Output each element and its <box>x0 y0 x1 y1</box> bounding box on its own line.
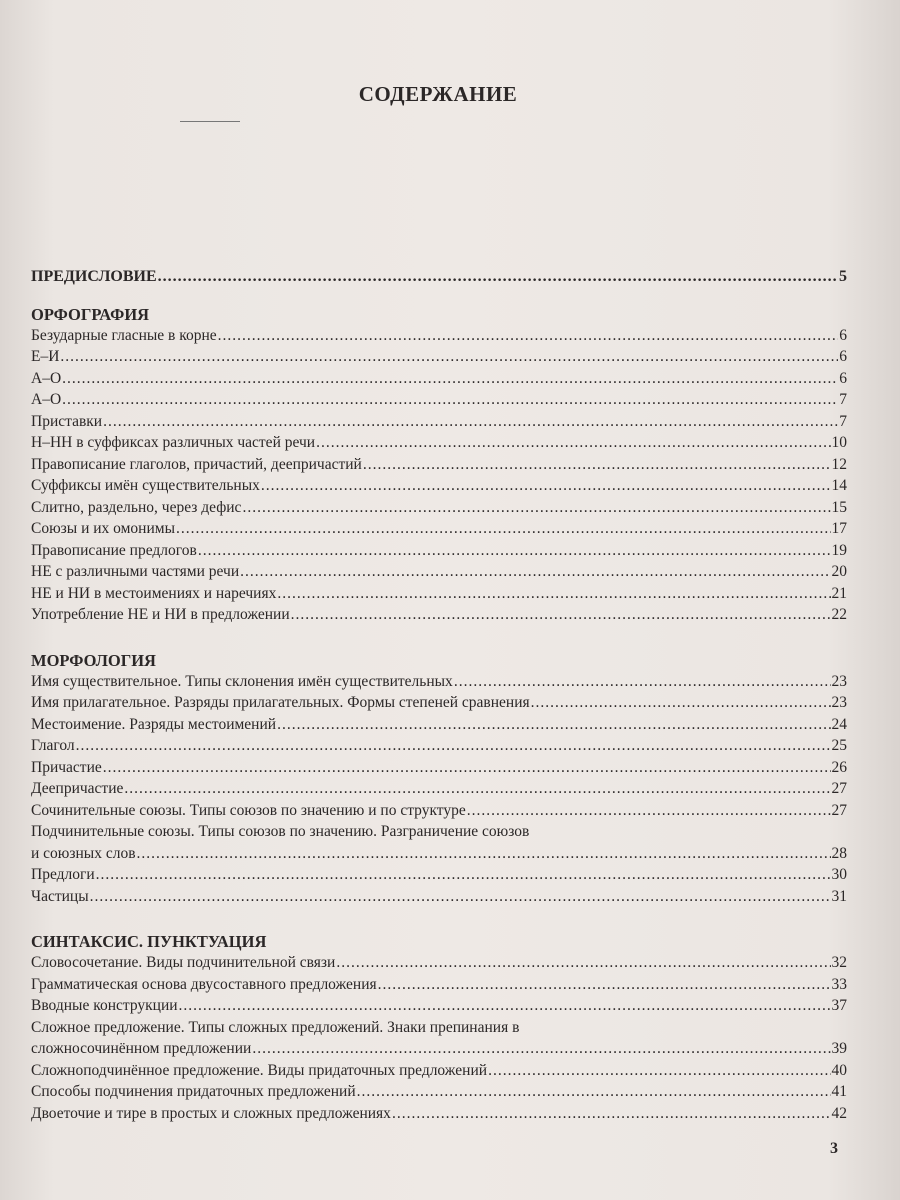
toc-entry-page: 27 <box>831 801 847 819</box>
toc-entry-title: Е–И <box>31 348 60 365</box>
toc-entry <box>31 1060 847 1082</box>
dot-leader <box>291 604 831 626</box>
toc-entry-page: 21 <box>831 584 847 602</box>
toc-entry-page: 23 <box>831 672 847 690</box>
dot-leader <box>336 952 830 974</box>
toc-entry <box>31 995 847 1017</box>
toc-entry-title: Сочинительные союзы. Типы союзов по значению и по структуре <box>31 801 466 819</box>
toc-entry-page: 6 <box>839 326 847 344</box>
toc-entry <box>31 540 847 562</box>
toc-entry <box>31 714 847 736</box>
toc-entry-page: 39 <box>831 1040 847 1057</box>
toc-entry-title: Деепричастие <box>31 780 124 797</box>
toc-entry-page: 7 <box>839 391 847 408</box>
section-heading: СИНТАКСИС. ПУНКТУАЦИЯ <box>31 932 267 951</box>
toc-entry-page: 10 <box>831 434 847 451</box>
toc-entry-page: 42 <box>831 1104 847 1122</box>
toc-entry-title: Предлоги <box>31 866 95 883</box>
page-number: 3 <box>830 1140 838 1157</box>
toc-entry <box>31 757 847 779</box>
dot-leader <box>103 757 831 779</box>
toc-entry-title: Сложноподчинённое предложение. Виды придаточных предложений <box>31 1061 488 1079</box>
toc-entry-page: 27 <box>831 780 847 797</box>
toc-entry-title: А–О <box>31 391 62 408</box>
toc-entry-title: Суффиксы имён существительных <box>31 477 260 494</box>
toc-entry <box>31 411 847 433</box>
dot-leader <box>158 266 838 288</box>
toc-entry-page: 23 <box>831 694 847 711</box>
toc-entry-title: Союзы и их омонимы <box>31 520 175 537</box>
toc-entry-title: Правописание глаголов, причастий, деепричастий <box>31 455 362 473</box>
toc-entry-title: Частицы <box>31 887 89 905</box>
toc-entry-page: 17 <box>831 520 847 537</box>
section-spacer <box>31 288 847 304</box>
toc-entry-title: НЕ с различными частями речи <box>31 563 240 580</box>
toc-entry-page: 24 <box>831 715 847 733</box>
toc-entry <box>31 604 847 626</box>
dot-leader <box>124 778 830 800</box>
toc-entry-title: сложносочинённом предложении <box>31 1040 252 1057</box>
dot-leader <box>467 800 831 822</box>
toc-entry-title: Н–НН в суффиксах различных частей речи <box>31 434 316 451</box>
toc-entry-title: и союзных слов <box>31 844 136 862</box>
toc-entry <box>31 368 847 390</box>
toc-entry <box>31 389 847 411</box>
dot-leader <box>179 995 831 1017</box>
toc-sections <box>31 288 847 1125</box>
toc-entry-title: Слитно, раздельно, через дефис <box>31 498 242 516</box>
toc-entry-title: Словосочетание. Виды подчинительной связи <box>31 954 336 971</box>
toc-entry-page: 26 <box>831 758 847 776</box>
toc-entry <box>31 497 847 519</box>
toc-entry-page: 37 <box>831 997 847 1014</box>
toc-entry-page: 28 <box>831 844 847 862</box>
toc-entry-title: Глагол <box>31 737 75 754</box>
dot-leader <box>252 1038 830 1060</box>
toc-entry-page: 41 <box>831 1083 847 1100</box>
dot-leader <box>277 714 830 736</box>
toc-entry <box>31 1081 847 1103</box>
dot-leader <box>60 346 838 368</box>
toc-entry <box>31 1103 847 1125</box>
dot-leader <box>392 1103 831 1125</box>
toc-entry <box>31 692 847 714</box>
toc-entry-page: 7 <box>839 412 847 430</box>
toc-entry <box>31 974 847 996</box>
section-heading: ОРФОГРАФИЯ <box>31 304 150 324</box>
toc-entry-page: 6 <box>839 348 847 365</box>
dot-leader <box>62 368 838 390</box>
toc-entry-title: ПРЕДИСЛОВИЕ <box>31 268 157 285</box>
table-of-contents <box>31 266 847 1124</box>
toc-entry <box>31 778 847 800</box>
dot-leader <box>218 325 839 347</box>
toc-entry <box>31 843 847 865</box>
toc-entry <box>31 1017 847 1039</box>
toc-entry-title: Приставки <box>31 412 103 430</box>
dot-leader <box>176 518 831 540</box>
dot-leader <box>316 432 830 454</box>
toc-entry-page: 6 <box>839 369 847 387</box>
toc-entry-title: Местоимение. Разряды местоимений <box>31 715 277 733</box>
dot-leader <box>261 475 831 497</box>
toc-entry <box>31 800 847 822</box>
toc-entry-page: 5 <box>839 268 847 285</box>
toc-entry-page: 22 <box>831 606 847 623</box>
toc-entry-page: 12 <box>831 455 847 473</box>
toc-entry <box>31 475 847 497</box>
toc-entry-title: Двоеточие и тире в простых и сложных предложениях <box>31 1104 391 1122</box>
section-spacer <box>31 907 847 931</box>
toc-entry <box>31 346 847 368</box>
toc-entry <box>31 561 847 583</box>
toc-entry <box>31 1038 847 1060</box>
dot-leader <box>357 1081 831 1103</box>
dot-leader <box>62 389 838 411</box>
toc-entry-title: Имя существительное. Типы склонения имён существительных <box>31 672 453 690</box>
dot-leader <box>103 411 838 433</box>
toc-entry-title: Причастие <box>31 758 102 776</box>
toc-entry <box>31 821 847 843</box>
dot-leader <box>96 864 831 886</box>
toc-entry <box>31 432 847 454</box>
dot-leader <box>454 671 831 693</box>
toc-entry-preface <box>31 266 847 288</box>
toc-entry <box>31 671 847 693</box>
dot-leader <box>198 540 831 562</box>
dot-leader <box>76 735 831 757</box>
dot-leader <box>378 974 831 996</box>
toc-entry <box>31 325 847 347</box>
section-heading: МОРФОЛОГИЯ <box>31 650 156 670</box>
toc-entry-page: 33 <box>831 975 847 993</box>
dot-leader <box>488 1060 830 1082</box>
section-spacer <box>31 626 847 650</box>
toc-entry-title: Способы подчинения придаточных предложений <box>31 1083 356 1100</box>
dot-leader <box>531 692 831 714</box>
toc-entry-page: 19 <box>831 541 847 559</box>
dot-leader <box>363 454 831 476</box>
toc-entry <box>31 886 847 908</box>
title-divider <box>180 121 240 122</box>
toc-entry-page: 40 <box>831 1061 847 1079</box>
page-title: СОДЕРЖАНИЕ <box>358 82 518 106</box>
dot-leader <box>240 561 830 583</box>
dot-leader <box>277 583 830 605</box>
toc-entry-title: Вводные конструкции <box>31 997 178 1014</box>
toc-entry-page: 25 <box>831 737 847 754</box>
dot-leader <box>90 886 831 908</box>
dot-leader <box>137 843 831 865</box>
toc-entry-page: 20 <box>831 563 847 580</box>
toc-entry-page: 32 <box>831 954 847 971</box>
toc-entry-title: Имя прилагательное. Разряды прилагательных. Формы степеней сравнения <box>31 694 530 711</box>
toc-entry <box>31 864 847 886</box>
toc-entry-title: Сложное предложение. Типы сложных предложений. Знаки препинания в <box>31 1018 520 1036</box>
toc-entry-title: Правописание предлогов <box>31 541 197 559</box>
toc-entry <box>31 518 847 540</box>
toc-entry-title: А–О <box>31 369 62 387</box>
toc-entry <box>31 952 847 974</box>
toc-entry-title: Подчинительные союзы. Типы союзов по значению. Разграничение союзов <box>31 823 530 840</box>
toc-entry-page: 30 <box>831 866 847 883</box>
toc-entry <box>31 735 847 757</box>
dot-leader <box>242 497 830 519</box>
toc-entry <box>31 454 847 476</box>
toc-entry-page: 14 <box>831 477 847 494</box>
toc-entry-page: 15 <box>831 498 847 516</box>
toc-entry-title: Грамматическая основа двусоставного предложения <box>31 975 377 993</box>
toc-entry-title: Безударные гласные в корне <box>31 326 217 344</box>
toc-entry-page: 31 <box>831 887 847 905</box>
toc-entry <box>31 583 847 605</box>
toc-entry-title: НЕ и НИ в местоимениях и наречиях <box>31 584 277 602</box>
toc-entry-title: Употребление НЕ и НИ в предложении <box>31 606 290 623</box>
